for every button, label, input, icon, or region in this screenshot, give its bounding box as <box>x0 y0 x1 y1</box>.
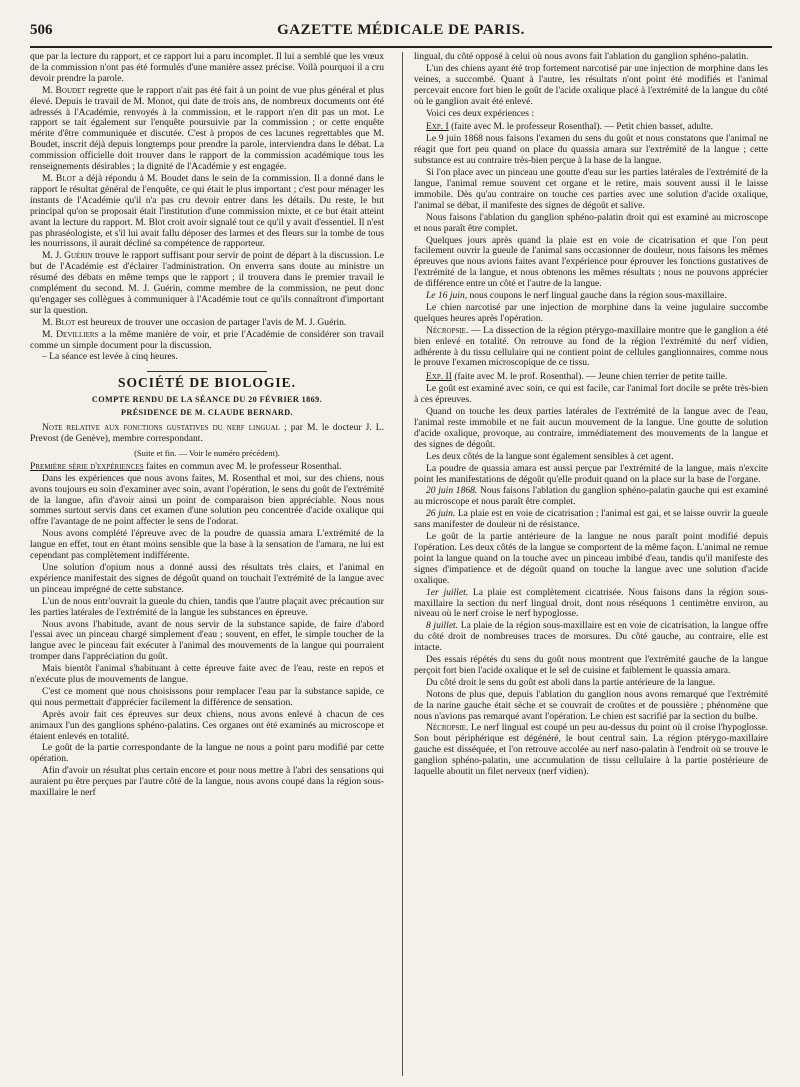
date: 20 juin 1868. <box>426 485 478 497</box>
paragraph: Le 9 juin 1868 nous faisons l'examen du sens du goût et nous constatons que l'animal ne réagit que fort peu quand on place du quassia amara sur l'extrémité de la langue ; cette substance est au contraire très-bien perçue à la base de la langue. <box>414 133 768 167</box>
paragraph-text: nous coupons le nerf lingual gauche dans la région sous-maxillaire. <box>469 290 727 302</box>
experiment-label: Exp. I <box>426 121 449 133</box>
paragraph: Les deux côtés de la langue sont également sensibles à cet agent. <box>426 450 674 462</box>
paragraph-text: Nous faisons l'ablation du ganglion sphéno-palatin gauche qui est examiné au microscope et nous paraît être complet. <box>414 485 768 508</box>
paragraph: Dans les expériences que nous avons faites, M. Rosenthal et moi, sur des chiens, nous avons toujours eu soin d'examiner avec soin, avant l'opération, le sens du goût de l'extrémité de la langue, afin d'avoir ainsi un point de comparaison bien appréciable. Nous nous sommes surtout servis dans cet examen d'une solution peu concentrée d'acide oxalique qui offre l'avantage de ne point affecter le sens de l'odorat. <box>30 472 384 528</box>
paragraph <box>30 174 384 250</box>
paragraph <box>414 621 768 654</box>
paragraph-text: — La dissection de la région ptérygo-maxillaire montre que le ganglion a été bien enlevé en totalité. On retrouve au fond de la région l'extrémité du nerf vidien, adhérente à du tissu cellulaire qui ne contient point de cellules ganglionnaires, comme nous le prouve l'examen microscopique de ce tissu. <box>414 324 768 369</box>
header-rule <box>30 46 772 48</box>
paragraph <box>30 330 384 352</box>
session-report-title: COMPTE RENDU DE LA SÉANCE DU 20 FÉVRIER 1869. <box>91 395 323 405</box>
paragraph: que par la lecture du rapport, et ce rapport lui a paru incomplet. Il lui a semblé que les vœux de la commission n'ont pas été formulés d'une manière assez précise. Voilà pourquoi il a cru devoir prendre la parole. <box>30 51 384 84</box>
section-rule <box>147 371 267 372</box>
paragraph-text: La plaie de la région sous-maxillaire est en voie de cicatrisation, la langue offre du côté droit de nombreuses traces de morsures. Du côté gauche, au contraire, elle est intacte. <box>414 620 768 654</box>
page-header <box>30 22 772 42</box>
paragraph: Quelques jours après quand la plaie est en voie de cicatrisation et que l'on peut facilement ouvrir la gueule de l'animal sans occasionner de douleur, nous faisons les mêmes épreuves que nous avions faites avant l'expérience pour éprouver les fonctions gustatives de l'extrémité de la langue, et nous obtenons les mêmes résultats ; nous ne pouvons apprécier de différence entre un côté et l'autre de la langue. <box>414 234 768 290</box>
paragraph: – La séance est levée à cinq heures. <box>42 351 178 363</box>
paragraph <box>414 326 768 370</box>
paragraph: Des essais répétés du sens du goût nous montrent que l'extrémité gauche de la langue perçoit fort bien l'acide oxalique et le sel de cuisine et faiblement le quassia amara. <box>414 654 768 676</box>
presidency-line: PRÉSIDENCE DE M. CLAUDE BERNARD. <box>120 408 294 418</box>
paragraph <box>414 291 768 302</box>
paragraph-text: regrette que le rapport n'ait pas été fait à un point de vue plus général et plus élevé. Depuis le travail de M. Monot, qui date de trois ans, de nombreux documents ont été adressés à l'Académie, renvoyés à la commission, et le rapport n'en dit pas un mot. Le rapport se tait également sur l'enquête poursuivie par la commission ; or cette enquête mérite d'être communiquée et discutée. C'est à propos de ces lacunes regrettables que M. Boudet, inscrit déjà depuis longtemps pour prendre la parole, interviendra dans le débat. La commission officielle doit trouver dans le rapport de la commission académique tous les renseignements désirables ; la dignité de l'Académie y est engagée. <box>30 84 384 173</box>
paragraph-text: Le nerf lingual est coupé un peu au-dessus du point où il croise l'hypoglosse. Son bout périphérique est dégénéré, le bout central sain. La région ptérygo-maxillaire gauche est disséquée, et l'on retrouve accolée au nerf naso-palatin à l'endroit où se trouve le ganglion sphéno-palatin, une accumulation de tissu cellulaire à la partie postérieure de laquelle aboutit un filet nerveux (nerf vidien). <box>414 722 768 778</box>
paragraph: Une solution d'opium nous a donné aussi des résultats très clairs, et l'animal en expérience manifestait des signes de dégoût quand on touchait l'extrémité de la langue avec un pinceau imprégné de cette substance. <box>30 561 384 595</box>
continuation-note: (Suite et fin. — Voir le numéro précédent). <box>134 447 280 458</box>
paragraph: Le goût de la partie antérieure de la langue ne nous paraît point modifié depuis l'opération. Les deux côtés de la langue se comportent de la même façon. L'animal ne remue point la langue quand on la touche avec un pinceau imbibé d'eau, tandis qu'il manifeste des signes d'impatience et de dégoût quand on touche la langue avec une solution d'acide oxalique. <box>414 531 768 586</box>
experiment-heading <box>414 372 768 383</box>
note-title: Note relative aux fonctions gustatives du nerf lingual ; <box>42 422 287 434</box>
paragraph: Le chien narcotisé par une injection de morphine dans la veine jugulaire succombe quelques heures après l'opération. <box>414 301 768 324</box>
date: 8 juillet. <box>426 620 459 632</box>
left-column <box>30 52 384 800</box>
experiment-label: Exp. II <box>426 371 452 383</box>
paragraph: Nous avons l'habitude, avant de nous servir de la substance sapide, de faire d'abord l'essai avec un pinceau chargé simplement d'eau ; souvent, en effet, le simple toucher de la langue avec le pinceau fait exécuter à l'animal des mouvements de la langue qui pourraient tromper dans l'appréciation du goût. <box>30 618 384 663</box>
paragraph-text: a déjà répondu à M. Boudet dans le sein de la commission. Il a donné dans le rapport le résultat général de l'enquête, ce qui était le plus important ; c'est pour ménager les instants de l'Académie qu'il n'a pas cru devoir entrer dans les détails. Du reste, le but principal qu'on se proposait était l'institution d'une commission mixte, et ce but était atteint avant la lecture du rapport. M. Blot croit avoir signalé tout ce qu'il y avait d'essentiel. Il n'est pas phraséologiste, et s'il lui avait fallu déposer des larmes et des fleurs sur la tombe de tous les nourrissons, il aurait décliné sa compétence de rapporteur. <box>30 172 384 250</box>
speaker-name: M. Blot <box>42 316 76 328</box>
series-text: faites en commun avec M. le professeur Rosenthal. <box>146 460 342 472</box>
paragraph <box>414 486 768 508</box>
paragraph: Voici ces deux expériences : <box>426 107 534 119</box>
paragraph: Nous faisons l'ablation du ganglion sphéno-palatin droit qui est examiné au microscope et nous paraît être complet. <box>414 211 768 234</box>
date: 26 juin. <box>426 508 456 520</box>
necropsy-label: Nécropsie. <box>426 324 469 336</box>
paragraph-text: est heureux de trouver une occasion de partager l'avis de M. J. Guérin. <box>77 316 347 328</box>
right-column <box>414 52 768 779</box>
paragraph: Quand on touche les deux parties latérales de l'extrémité de la langue avec de l'eau, l'animal reste immobile et ne fait aucun mouvement de la langue. Une goutte de solution d'acide oxalique, provoque, au contraire, immédiatement des mouvements de la langue et des signes de dégoût. <box>414 406 768 450</box>
paragraph: Notons de plus que, depuis l'ablation du ganglion nous avons remarqué que l'extrémité de la narine gauche était sèche et se couvrait de croûtes et de poussière ; phénomène que nous n'avions pas remarqué avant l'opération. Le chien est sacrifié par la section du bulbe. <box>414 688 768 722</box>
paragraph: C'est ce moment que nous choisissons pour remplacer l'eau par la substance sapide, ce qui nous permettait d'apprécier facilement la différence de sensation. <box>30 685 384 708</box>
paragraph-text: La plaie est complètement cicatrisée. Nous faisons dans la région sous-maxillaire la section du nerf lingual droit, dont nous réséquons 1 centimètre environ, au niveau où le nerf croise le nerf hypoglosse. <box>414 586 768 620</box>
column-divider <box>402 52 403 1076</box>
speaker-name: M. J. Guérin <box>42 250 93 262</box>
journal-title: GAZETTE MÉDICALE DE PARIS. <box>277 22 525 38</box>
experiment-text: (faite avec M. le prof. Rosenthal). — Jeune chien terrier de petite taille. <box>454 371 728 383</box>
paragraph: Après avoir fait ces épreuves sur deux chiens, nous avons enlevé à chacun de ces animaux l'un des ganglions sphéno-palatins. Ces organes ont été examinés au microscope et étaient enlevés en totalité. <box>30 708 384 742</box>
page-number: 506 <box>30 22 53 38</box>
paragraph: lingual, du côté opposé à celui où nous avons fait l'ablation du ganglion sphéno-palatin. <box>414 51 749 62</box>
paragraph <box>30 86 384 173</box>
section-title: SOCIÉTÉ DE BIOLOGIE. <box>118 375 296 391</box>
speaker-name: M. Devilliers <box>42 328 99 340</box>
experiment-text: (faite avec M. le professeur Rosenthal). — Petit chien basset, adulte. <box>451 121 714 133</box>
paragraph: Mais bientôt l'animal s'habituant à cette épreuve faite avec de l'eau, reste en repos et n'exécute plus de mouvements de langue. <box>30 663 384 686</box>
paragraph <box>414 509 768 531</box>
paragraph: Afin d'avoir un résultat plus certain encore et pour nous mettre à l'abri des sensations qui auraient pu être perçues par l'autre côté de la langue, nous avons coupé dans la région sous-maxillaire le nerf <box>30 765 384 799</box>
paragraph <box>414 588 768 621</box>
paragraph-text: a la même manière de voir, et prie l'Académie de considérer son travail comme un simple document pour la discussion. <box>30 328 385 351</box>
paragraph: Nous avons complété l'épreuve avec de la poudre de quassia amara L'extrémité de la langue en effet, tout en étant moins sensible que la base à la sensation de l'amara, ne lui est cependant pas complètement indifférente. <box>30 528 384 562</box>
paragraph: Le goût de la partie correspondante de la langue ne nous a point paru modifié par cette opération. <box>30 742 384 765</box>
note-author: par M. le docteur J. L. Prevost (de Genève), membre correspondant. <box>30 422 384 444</box>
paragraph: Du côté droit le sens du goût est aboli dans la partie antérieure de la langue. <box>426 676 715 688</box>
date: 1er juillet. <box>426 586 469 598</box>
series-heading <box>30 462 384 473</box>
paragraph-text: La plaie est en voie de cicatrisation ; l'animal est gai, et se laisse ouvrir la gueule sans manifester de douleur ni de résistance. <box>414 508 768 531</box>
date: Le 16 juin, <box>426 290 468 302</box>
paragraph <box>414 723 768 778</box>
paragraph: La poudre de quassia amara est aussi perçue par l'extrémité de la langue, mais n'excite point les manifestations de dégoût qu'elle produit quand on la place sur la base de l'organe. <box>414 462 768 485</box>
paragraph <box>30 251 384 316</box>
paragraph: L'un des chiens ayant été trop fortement narcotisé par une injection de morphine dans les veines, a succombé. Quant à l'autre, les résultats n'ont point été modifiés et l'animal percevait encore fort bien le goût de l'acide oxalique placé à l'extrémité de la langue du côté où le ganglion avait été enlevé. <box>414 62 768 107</box>
paragraph <box>30 318 384 329</box>
series-label: Première série d'expériences <box>30 460 144 472</box>
note-heading <box>30 423 384 445</box>
speaker-name: M. Blot <box>42 172 76 184</box>
paragraph: L'un de nous entr'ouvrait la gueule du chien, tandis que l'autre plaçait avec précaution sur les parties latérales de l'extrémité de la langue les substances en épreuve. <box>30 595 384 618</box>
paragraph-text: trouve le rapport suffisant pour servir de point de départ à la discussion. Le but de l'Académie est d'éclairer l'administration. On enverra sans doute au ministre un résumé des débats en même temps que le rapport ; il trouvera dans le premier travail le complément du second. M. J. Guérin, comme membre de la commission, ne peut donc qu'engager ses collègues à communiquer à l'Académie tout ce qu'ils connaîtront d'important sur la question. <box>30 250 385 316</box>
speaker-name: M. Boudet <box>42 84 86 96</box>
paragraph: Le goût est examiné avec soin, ce qui est facile, car l'animal fort docile se prête très-bien à ces épreuves. <box>414 383 768 406</box>
paragraph: Si l'on place avec un pinceau une goutte d'eau sur les parties latérales de l'extrémité de la langue, l'animal remue souvent cet organe et le retire, mais souvent aussi il le laisse immobile. Dès qu'au contraire on touche ces parties avec une solution d'acide oxalique, l'animal se débat, il manifeste des signes de dégoût et salive. <box>414 167 768 211</box>
necropsy-label: Nécropsie. <box>426 722 469 734</box>
experiment-heading <box>414 122 768 133</box>
